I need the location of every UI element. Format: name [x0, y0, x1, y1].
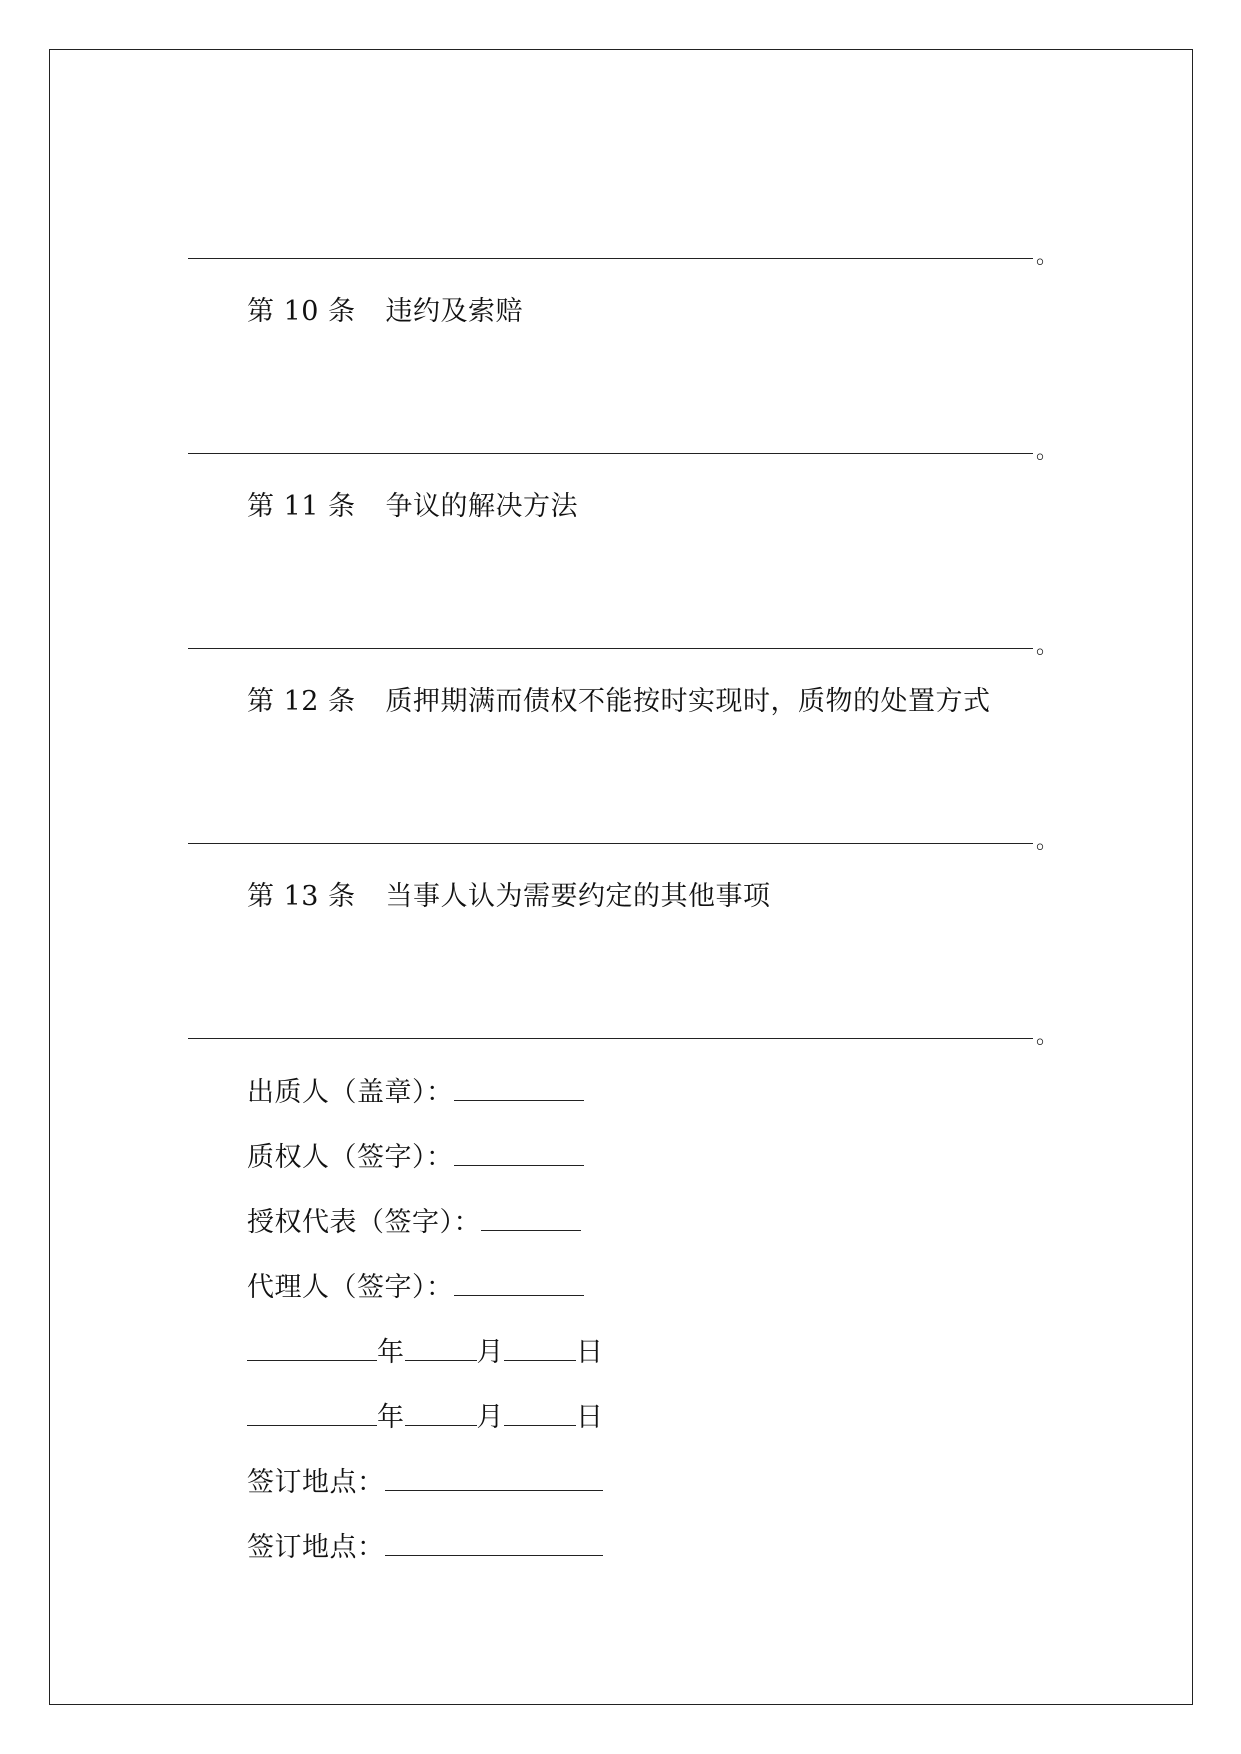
article-title: 违约及索赔 — [385, 296, 524, 327]
line-end-mark: 。 — [1036, 829, 1059, 854]
pledgor-blank[interactable] — [454, 1076, 584, 1101]
agent-label: 代理人（签字）： — [247, 1272, 454, 1303]
article-title: 当事人认为需要约定的其他事项 — [385, 881, 771, 912]
signing-place — [247, 1466, 603, 1499]
month-blank[interactable] — [405, 1336, 477, 1361]
year-label: 年 — [377, 1337, 405, 1368]
pledgee-blank[interactable] — [454, 1141, 584, 1166]
day-label: 日 — [576, 1337, 604, 1368]
month-blank[interactable] — [405, 1401, 477, 1426]
year-label: 年 — [377, 1402, 405, 1433]
page-frame — [49, 49, 1193, 1705]
authorized-rep-signature — [247, 1206, 581, 1239]
article-11 — [247, 491, 578, 523]
signing-place — [247, 1531, 603, 1564]
day-blank[interactable] — [504, 1336, 576, 1361]
fill-in-line — [188, 843, 1033, 844]
article-number: 第 10 条 — [247, 296, 356, 327]
month-label: 月 — [476, 1402, 504, 1433]
line-end-mark: 。 — [1036, 634, 1059, 659]
line-end-mark: 。 — [1036, 1024, 1059, 1049]
pledgor-signature — [247, 1076, 584, 1109]
article-number: 第 12 条 — [247, 686, 356, 717]
article-number: 第 11 条 — [247, 491, 356, 522]
fill-in-line — [188, 258, 1033, 259]
authorized-rep-blank[interactable] — [481, 1206, 581, 1231]
article-10 — [247, 296, 523, 328]
month-label: 月 — [476, 1337, 504, 1368]
signing-place-label: 签订地点： — [247, 1467, 385, 1498]
date-line — [247, 1336, 604, 1369]
day-label: 日 — [576, 1402, 604, 1433]
date-line — [247, 1401, 604, 1434]
year-blank[interactable] — [247, 1401, 377, 1426]
article-number: 第 13 条 — [247, 881, 356, 912]
article-title: 争议的解决方法 — [385, 491, 579, 522]
article-12 — [247, 686, 991, 718]
line-end-mark: 。 — [1036, 439, 1059, 464]
line-end-mark: 。 — [1036, 244, 1059, 269]
signing-place-blank[interactable] — [385, 1466, 603, 1491]
year-blank[interactable] — [247, 1336, 377, 1361]
fill-in-line — [188, 1038, 1033, 1039]
fill-in-line — [188, 453, 1033, 454]
pledgee-signature — [247, 1141, 584, 1174]
fill-in-line — [188, 648, 1033, 649]
pledgee-label: 质权人（签字）： — [247, 1142, 454, 1173]
signing-place-blank[interactable] — [385, 1531, 603, 1556]
article-13 — [247, 881, 771, 913]
authorized-rep-label: 授权代表（签字）： — [247, 1207, 481, 1238]
article-title: 质押期满而债权不能按时实现时，质物的处置方式 — [385, 686, 991, 717]
pledgor-label: 出质人（盖章）： — [247, 1077, 454, 1108]
agent-signature — [247, 1271, 584, 1304]
day-blank[interactable] — [504, 1401, 576, 1426]
signing-place-label: 签订地点： — [247, 1532, 385, 1563]
agent-blank[interactable] — [454, 1271, 584, 1296]
